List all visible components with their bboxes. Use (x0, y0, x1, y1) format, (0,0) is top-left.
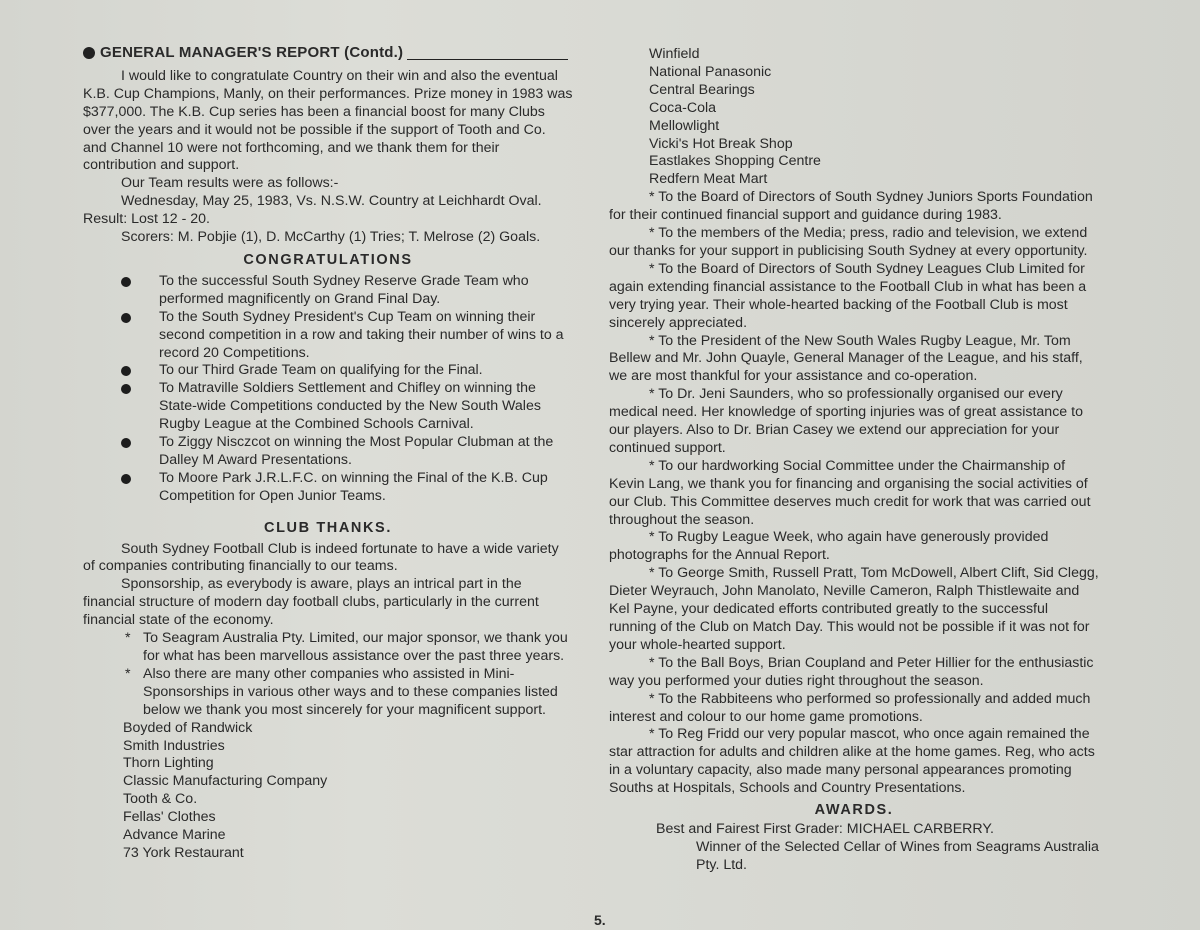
list-item-text: To Matraville Soldiers Settlement and Chifley on winning the State-wide Competitions conducted by the New South Wales Rugby League at the Combined Schools Carnival. (159, 380, 541, 433)
list-item (83, 434, 573, 470)
company-name: Eastlakes Shopping Centre (649, 153, 821, 170)
heading-text: GENERAL MANAGER'S REPORT (Contd.) (100, 44, 404, 61)
company-name: Central Bearings (649, 81, 755, 98)
thanks-item: * To the Board of Directors of South Sydney Leagues Club Limited for again extending financial assistance to the Football Club in what has been a very trying year. Their whole-hearted backing of the Football Club is most sincerely appreciated. (609, 260, 1087, 331)
list-item-text: To Moore Park J.R.L.F.C. on winning the Final of the K.B. Cup Competition for Open Junior Teams. (159, 469, 548, 504)
club-thanks-heading: CLUB THANKS. (264, 519, 392, 536)
list-item-text: To the South Sydney President's Cup Team on winning their second competition in a row and taking their number of wins to a record 20 Competitions. (159, 308, 564, 361)
thanks-item: * To the Board of Directors of South Sydney Juniors Sports Foundation for their continued financial support and guidance during 1983. (609, 189, 1093, 224)
heading-bullet-icon (83, 47, 95, 59)
thanks-item: * To the members of the Media; press, radio and television, we extend our thanks for your support in publicising South Sydney at every opportunity. (609, 225, 1088, 259)
list-item (83, 309, 573, 363)
company-name: National Panasonic (649, 63, 772, 80)
thanks-paragraph-2: Sponsorship, as everybody is aware, plays an intrical part in the financial structure of modern day football clubs, particularly in the current financial state of the economy. (83, 576, 539, 629)
award-prize: Winner of the Selected Cellar of Wines from Seagrams Australia Pty. Ltd. (696, 838, 1099, 873)
thanks-item: * To Reg Fridd our very popular mascot, who once again remained the star attraction for adults and children alike at the home games. Reg, who acts in a voluntary capacity, also made many personal appearances promoting Souths at Hospitals, Schools and Country Presentations. (609, 726, 1095, 797)
thanks-item: * To the Ball Boys, Brian Coupland and Peter Hillier for the enthusiastic way you performed your duties right throughout the season. (609, 654, 1094, 689)
company-name: Boyded of Randwick (123, 719, 253, 736)
company-name: Tooth & Co. (123, 791, 198, 808)
list-item (83, 273, 573, 309)
thanks-item: * To our hardworking Social Committee under the Chairmanship of Kevin Lang, we thank you for financing and organising the social activities of our Club. This Committee deserves much credit for work that was carried out throughout the season. (609, 457, 1091, 528)
company-name: 73 York Restaurant (123, 844, 244, 861)
company-name: Coca-Cola (649, 99, 717, 116)
thanks-item: * To Rugby League Week, who again have generously provided photographs for the Annual Report. (609, 529, 1049, 564)
bullet-icon (121, 438, 131, 448)
company-name: Mellowlight (649, 117, 720, 134)
list-item-text: To our Third Grade Team on qualifying for the Final. (159, 362, 483, 379)
sponsor-item-text: Also there are many other companies who assisted in Mini-Sponsorships in various other ways and to these companies listed below we thank you most sincerely for your magnificent support. (143, 665, 558, 718)
company-name: Advance Marine (123, 827, 226, 844)
result-line: Result: Lost 12 - 20. (83, 211, 210, 228)
bullet-icon (121, 277, 131, 287)
star-icon: * (125, 630, 131, 647)
award-best-and-fairest: Best and Fairest First Grader: MICHAEL CARBERRY. (656, 820, 994, 837)
scorers-line: Scorers: M. Pobjie (1), D. McCarthy (1) Tries; T. Melrose (2) Goals. (121, 229, 541, 246)
company-name: Smith Industries (123, 737, 225, 754)
team-results-line: Our Team results were as follows:- (121, 175, 339, 192)
left-column (83, 44, 573, 863)
sponsor-item-text: To Seagram Australia Pty. Limited, our major sponsor, we thank you for what has been marvellous assistance over the past three years. (143, 630, 568, 664)
list-item (83, 362, 573, 380)
intro-paragraph: I would like to congratulate Country on their win and also the eventual K.B. Cup Champions, Manly, on their performances. Prize money in 1983 was $377,000. The K.B. Cup series has been a financial boost for many Clubs over the years and it would not be possible if the support of Tooth and Co. and Channel 10 were not forthcoming, and we thank them for their contribution and support. (83, 67, 573, 174)
company-list-left (83, 720, 573, 863)
company-name: Redfern Meat Mart (649, 171, 768, 188)
company-name: Winfield (649, 46, 700, 62)
match-line: Wednesday, May 25, 1983, Vs. N.S.W. Country at Leichhardt Oval. (121, 193, 542, 210)
company-name: Fellas' Clothes (123, 809, 216, 826)
thanks-item: * To the Rabbiteens who performed so professionally and added much interest and colour to our home game promotions. (609, 690, 1091, 725)
bullet-icon (121, 474, 131, 484)
thanks-item: * To George Smith, Russell Pratt, Tom McDowell, Albert Clift, Sid Clegg, Dieter Weyrauch, John Manolato, Neville Cameron, Ralph Thistlewaite and Kel Payne, your dedicated efforts contributed greatly to the successful running of the Club on Match Day. This would not be possible if it was not for your whole-hearted support. (609, 565, 1099, 653)
company-name: Vicki's Hot Break Shop (649, 135, 793, 152)
page-number: 5. (594, 912, 606, 928)
list-item (83, 380, 573, 434)
thanks-paragraph-1: South Sydney Football Club is indeed fortunate to have a wide variety of companies contributing financially to our teams. (83, 540, 559, 575)
report-heading (83, 44, 568, 62)
sponsor-item (83, 666, 573, 720)
company-name: Classic Manufacturing Company (123, 773, 328, 790)
heading-underline (407, 59, 568, 60)
company-name: Thorn Lighting (123, 755, 214, 772)
congratulations-list (83, 273, 573, 506)
bullet-icon (121, 384, 131, 394)
list-item-text: To Ziggy Nisczcot on winning the Most Popular Clubman at the Dalley M Award Presentations. (159, 434, 554, 468)
list-item-text: To the successful South Sydney Reserve Grade Team who performed magnificently on Grand Final Day. (159, 272, 529, 307)
bullet-icon (121, 313, 131, 323)
thanks-item: * To the President of the New South Wales Rugby League, Mr. Tom Bellew and Mr. John Quayle, General Manager of the League, and his staff, we are most thankful for your assistance and co-operation. (609, 332, 1083, 385)
right-column (609, 46, 1099, 875)
awards-heading: AWARDS. (814, 802, 894, 819)
thanks-item: * To Dr. Jeni Saunders, who so professionally organised our every medical need. Her knowledge of sporting injuries was of great assistance to our players. Also to Dr. Brian Casey we extend our appreciation for your continued support. (609, 386, 1083, 456)
star-icon: * (125, 665, 131, 682)
bullet-icon (121, 366, 131, 376)
list-item (83, 470, 573, 506)
sponsor-item (83, 630, 573, 666)
company-list-right (609, 46, 1099, 189)
congratulations-heading: CONGRATULATIONS (243, 251, 413, 268)
